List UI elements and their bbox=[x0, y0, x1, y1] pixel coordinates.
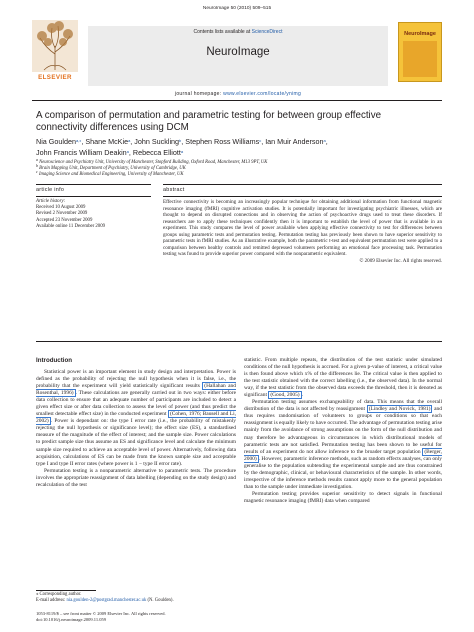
left-column bbox=[36, 369, 236, 489]
abstract-heading: abstract bbox=[163, 187, 185, 193]
author[interactable]: Shane McKie bbox=[85, 137, 129, 146]
abstract-text: Effective connectivity is becoming an increasingly popular technique for obtaining additional information from functional magnetic resonance imaging (fMRI) cognitive activation studies. It is potentially important for investigating psychiatric illnesses, which are thought to depend on disrupted connections and in observing the action of psychoactive drugs used to treat these disorders. If researchers are to apply these techniques confidently then it is important to establish the level of power that is available in an experiment. This study compares the level of power available when applying effective connectivity to test for differences between groups using parametric tests and permutation testing. Permutation testing has previously been shown to have superior sensitivity to parametric tests in fMRI studies. As an illustrative example, both the parametric t-test and equivalent permutation test were applied to a comparison between healthy controls and remitted depressed volunteers performing an emotional face processing task. Permutation testing was found to provide superior power compared with the nonparametric equivalent. bbox=[163, 199, 442, 258]
affiliation: $^b$ Brain Mapping Unit, Department of Psychiatry, University of Cambridge, UK bbox=[36, 163, 186, 172]
title-line-2: connectivity differences using DCM bbox=[36, 121, 189, 133]
elsevier-tree-icon bbox=[32, 20, 78, 72]
citation-link[interactable]: (Berger, 2000) bbox=[244, 448, 442, 462]
elsevier-wordmark: ELSEVIER bbox=[38, 74, 72, 81]
journal-band bbox=[88, 26, 388, 86]
title-line-1: A comparison of permutation and parametric testing for between group effective bbox=[36, 110, 382, 121]
right-column bbox=[244, 357, 442, 505]
author[interactable]: John Suckling bbox=[134, 137, 180, 146]
author-list bbox=[36, 137, 446, 158]
accepted-date: Accepted 23 November 2009 bbox=[36, 217, 93, 223]
author[interactable]: Stephen Ross Williams bbox=[185, 137, 260, 146]
article-title bbox=[36, 110, 446, 134]
citation-link[interactable]: (Lindley and Novick, 1981) bbox=[368, 406, 431, 413]
sciencedirect-link[interactable]: ScienceDirect bbox=[251, 29, 283, 35]
history-label: Article history: bbox=[36, 199, 66, 204]
authors-line-1: Nia Goulden$^{a,⁎}$, Shane McKie$^a$, John Suckling$^b$, Stephen Ross Williams$^c$, Ian Muir Anderson$^a$, bbox=[36, 137, 328, 146]
author[interactable]: Nia Goulden bbox=[36, 137, 76, 146]
front-matter bbox=[36, 611, 296, 623]
abstract-body bbox=[163, 199, 442, 264]
author[interactable]: John Francis William Deakin bbox=[36, 147, 127, 157]
revised-date: Revised 2 November 2009 bbox=[36, 211, 88, 217]
contents-prefix: Contents lists available at bbox=[193, 29, 251, 35]
homepage-link[interactable]: www.elsevier.com/locate/ynimg bbox=[223, 91, 302, 97]
citation-link[interactable]: (Cohen, 1976; Bausell and Li, 2002) bbox=[36, 411, 236, 425]
running-citation: NeuroImage 50 (2010) 509–515 bbox=[202, 6, 272, 11]
intro-paragraph: Permutation testing is a nonparametric alternative to parametric tests. The procedure involves the appropriate reassignment of data labelling (depending on the study design) and recalculation of the test bbox=[36, 467, 236, 488]
footnote-rule bbox=[36, 590, 96, 591]
journal-cover bbox=[398, 22, 442, 82]
article-info-rule-top bbox=[36, 184, 151, 185]
intro-paragraph: statistic. From multiple repeats, the distribution of the test statistic under simulated conditions of the null hypothesis is accrued. For a given p-value of interest, a critical value is then found above which x% of the differences lie. The critical value is then applied to the test statistic obtained with the correct labelling (i.e., the observed data). In the normal way, if the test statistic from the observed data exceeds the threshold, then it is denoted as significant (Good, 2005) . bbox=[244, 357, 442, 399]
footnotes bbox=[36, 592, 236, 604]
online-date: Available online 11 December 2009 bbox=[36, 223, 105, 229]
citation-link[interactable]: (Hallahan and Rosenthal, 1996) bbox=[36, 383, 236, 397]
article-info-rule bbox=[36, 196, 151, 197]
affiliation: $^c$ Imaging Science and Biomedical Engineering, University of Manchester, UK bbox=[36, 169, 184, 178]
email-link[interactable]: nia.goulden-2@postgrad.manchester.ac.uk bbox=[66, 598, 147, 603]
affiliations bbox=[36, 157, 446, 179]
doi-line[interactable]: doi:10.1016/j.neuroimage.2009.11.059 bbox=[36, 616, 106, 622]
received-date: Received 10 August 2009 bbox=[36, 205, 86, 211]
intro-paragraph: Permutation testing assumes exchangeability of data. This means that the overall distribution of the data is not affected by reassignment (Lindley and Novick, 1981) and thus requires randomisation of volunteers to groups or conditions so that each reassignment is equally likely to have occurred. The advantage of permutation testing arise mainly from the avoidance of strong assumptions on the form of the null distribution and may therefore be advantageous in circumstances in which distributional models of parametric tests are not satisfied. Permutation testing has been shown to be useful for results of an experiment do not allow inference to the broader target population (Berger, 2000) . However, parametric inference methods, such as random effects analyses, can only generalise to the population subtending the experimental sample and are thus constrained by the demographic, clinical, or behavioural characteristics of the sample. In other words, irrespective of the inference methods results cannot apply more to the general population than to the sample under immediate investigation. bbox=[244, 399, 442, 490]
homepage-prefix: journal homepage: bbox=[174, 91, 222, 97]
journal-name: NeuroImage bbox=[206, 46, 270, 58]
affiliation: $^a$ Neuroscience and Psychiatry Unit, University of Manchester, Stopford Building, Oxford Road, Manchester, M13 9PT, UK bbox=[36, 157, 268, 166]
corresponding-note: ⁎ Corresponding author. bbox=[36, 592, 82, 597]
abstract-rule-bottom bbox=[36, 341, 442, 342]
intro-heading: Introduction bbox=[36, 357, 73, 364]
masthead bbox=[32, 18, 442, 96]
cover-image bbox=[403, 41, 437, 77]
abstract-rule bbox=[163, 196, 442, 197]
abstract-rule-top bbox=[163, 184, 442, 185]
author[interactable]: Rebecca Elliott bbox=[132, 147, 181, 157]
citation-link[interactable]: (Good, 2005) bbox=[270, 392, 300, 399]
elsevier-logo bbox=[32, 20, 78, 80]
intro-paragraph: Statistical power is an important element in study design and interpretation. Power is defined as the probability of rejecting the null hypothesis when it is false, i.e., the probability that the experiment will yield statistically significant results (Hallahan and Rosenthal, 1996) . These calculations are generally carried out in two ways: either before data collection to ensure that an adequate number of participants are included to detect a given effect size or after data collection to assess the level of power (and thus predict the smallest detectable effect size) in the conducted experiment (Cohen, 1976; Bausell and Li, 2002) . Power is dependant on: the type I error rate (i.e., the probability of mistakenly rejecting the null hypothesis or significance level); the effect size (ES), a standardised measure of the magnitude of the effect of interest; and the sample size. Power calculations to predict sample size thus assume an ES and significance level and calculate the minimum sample size required to achieve an acceptable level of power. Alternatively, following data acquisition, calculations of ES can be made from the known sample size and acceptable type I and type II error rates (where power is 1 − type II error rate). bbox=[36, 369, 236, 467]
issn-line: 1053-8119/$ – see front matter © 2009 Elsevier Inc. All rights reserved. bbox=[36, 611, 166, 616]
author[interactable]: Ian Muir Anderson bbox=[265, 137, 324, 146]
masthead-rule bbox=[32, 100, 442, 101]
authors-line-2: John Francis William Deakin$^a$, Rebecca Elliott$^a$ bbox=[36, 147, 184, 157]
cover-title: NeuroImage bbox=[404, 31, 436, 37]
email-note: E-mail address: nia.goulden-2@postgrad.manchester.ac.uk (N. Goulden). bbox=[36, 598, 174, 603]
abstract-copyright: © 2009 Elsevier Inc. All rights reserved. bbox=[359, 257, 442, 264]
article-history bbox=[36, 199, 151, 230]
intro-paragraph: Permutation testing provides superior sensitivity to detect signals in functional magnetic resonance imaging (fMRI) data when compared bbox=[244, 490, 442, 504]
article-info-heading: article info bbox=[36, 187, 65, 193]
